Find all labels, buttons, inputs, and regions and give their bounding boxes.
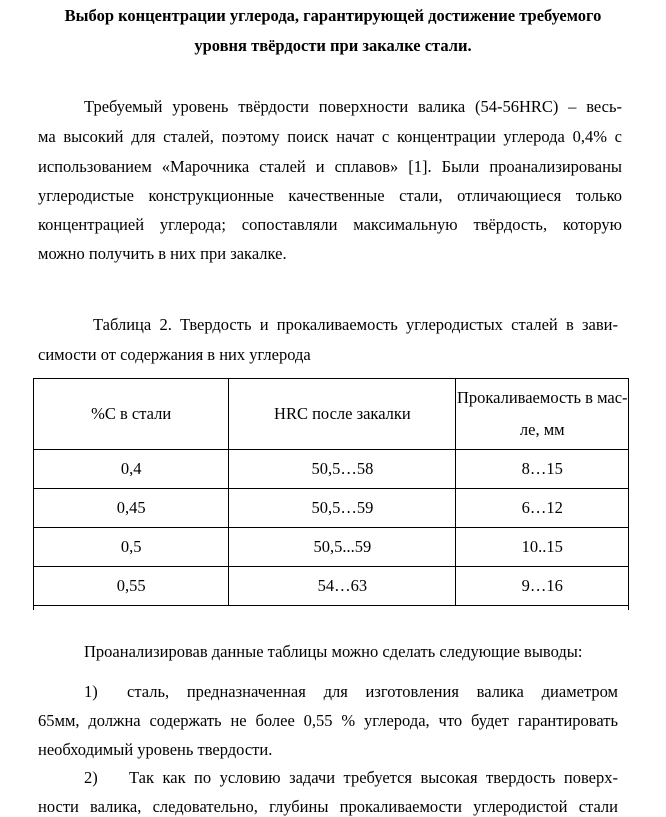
cell-hrc: 50,5…58 <box>229 450 456 489</box>
table-header-row <box>34 379 629 450</box>
table-row <box>34 528 629 567</box>
item-2-line-2: ности валика, следовательно, глубины прокаливаемости углеродистой стали <box>38 797 618 816</box>
table-caption-line-1: Таблица 2. Твердость и прокаливаемость углеродистых сталей в зави- <box>93 315 618 334</box>
item-1-number: 1) <box>84 682 98 701</box>
intro-line-1: Требуемый уровень твёрдости поверхности валика (54-56HRC) – весь- <box>84 97 622 116</box>
item-2-number: 2) <box>84 768 98 787</box>
header-hardenability-line-2: ле, мм <box>519 420 565 439</box>
cell-hrc: 54…63 <box>229 567 456 606</box>
item-1-line-1: сталь, предназначенная для изготовления валика диаметром <box>127 682 618 701</box>
cell-carbon: 0,55 <box>34 567 229 606</box>
table-row <box>34 567 629 606</box>
header-hrc: HRC после закалки <box>229 379 456 450</box>
intro-line-6: можно получить в них при закалке. <box>38 244 287 263</box>
item-2-line-1: Так как по условию задачи требуется высокая твердость поверх- <box>129 768 618 787</box>
document-title-line-2: уровня твёрдости при закалке стали. <box>194 36 472 55</box>
cell-carbon: 0,4 <box>34 450 229 489</box>
document-title-line-1: Выбор концентрации углерода, гарантирующей достижение требуемого <box>64 6 602 25</box>
table-row <box>34 489 629 528</box>
header-carbon: %С в стали <box>34 379 229 450</box>
intro-line-2: ма высокий для сталей, поэтому поиск начат с концентрации углерода 0,4% с <box>38 127 622 146</box>
conclusions-lead: Проанализировав данные таблицы можно сделать следующие выводы: <box>84 642 583 661</box>
table-row <box>34 450 629 489</box>
intro-line-5: концентрацией углерода; сопоставляли максимальную твёрдость, которую <box>38 215 622 234</box>
cell-carbon: 0,5 <box>34 528 229 567</box>
cell-depth: 10..15 <box>456 528 629 567</box>
intro-line-3: использованием «Марочника сталей и сплавов» [1]. Были проанализированы <box>38 157 622 176</box>
table-caption-line-2: симости от содержания в них углерода <box>38 345 311 364</box>
item-1-line-3: необходимый уровень твердости. <box>38 740 273 759</box>
cell-hrc: 50,5…59 <box>229 489 456 528</box>
table-border-tail-left <box>33 573 34 610</box>
cell-depth: 6…12 <box>456 489 629 528</box>
cell-hrc: 50,5...59 <box>229 528 456 567</box>
header-hardenability <box>456 379 629 450</box>
header-hardenability-line-1: Прокаливаемость в мас- <box>456 388 628 407</box>
intro-line-4: углеродистые конструкционные качественные стали, отличающиеся только <box>38 186 622 205</box>
item-1-line-2: 65мм, должна содержать не более 0,55 % углерода, что будет гарантировать <box>38 711 618 730</box>
cell-depth: 8…15 <box>456 450 629 489</box>
hardness-table <box>33 378 629 606</box>
table-border-tail-right <box>628 573 629 610</box>
cell-depth: 9…16 <box>456 567 629 606</box>
cell-carbon: 0,45 <box>34 489 229 528</box>
